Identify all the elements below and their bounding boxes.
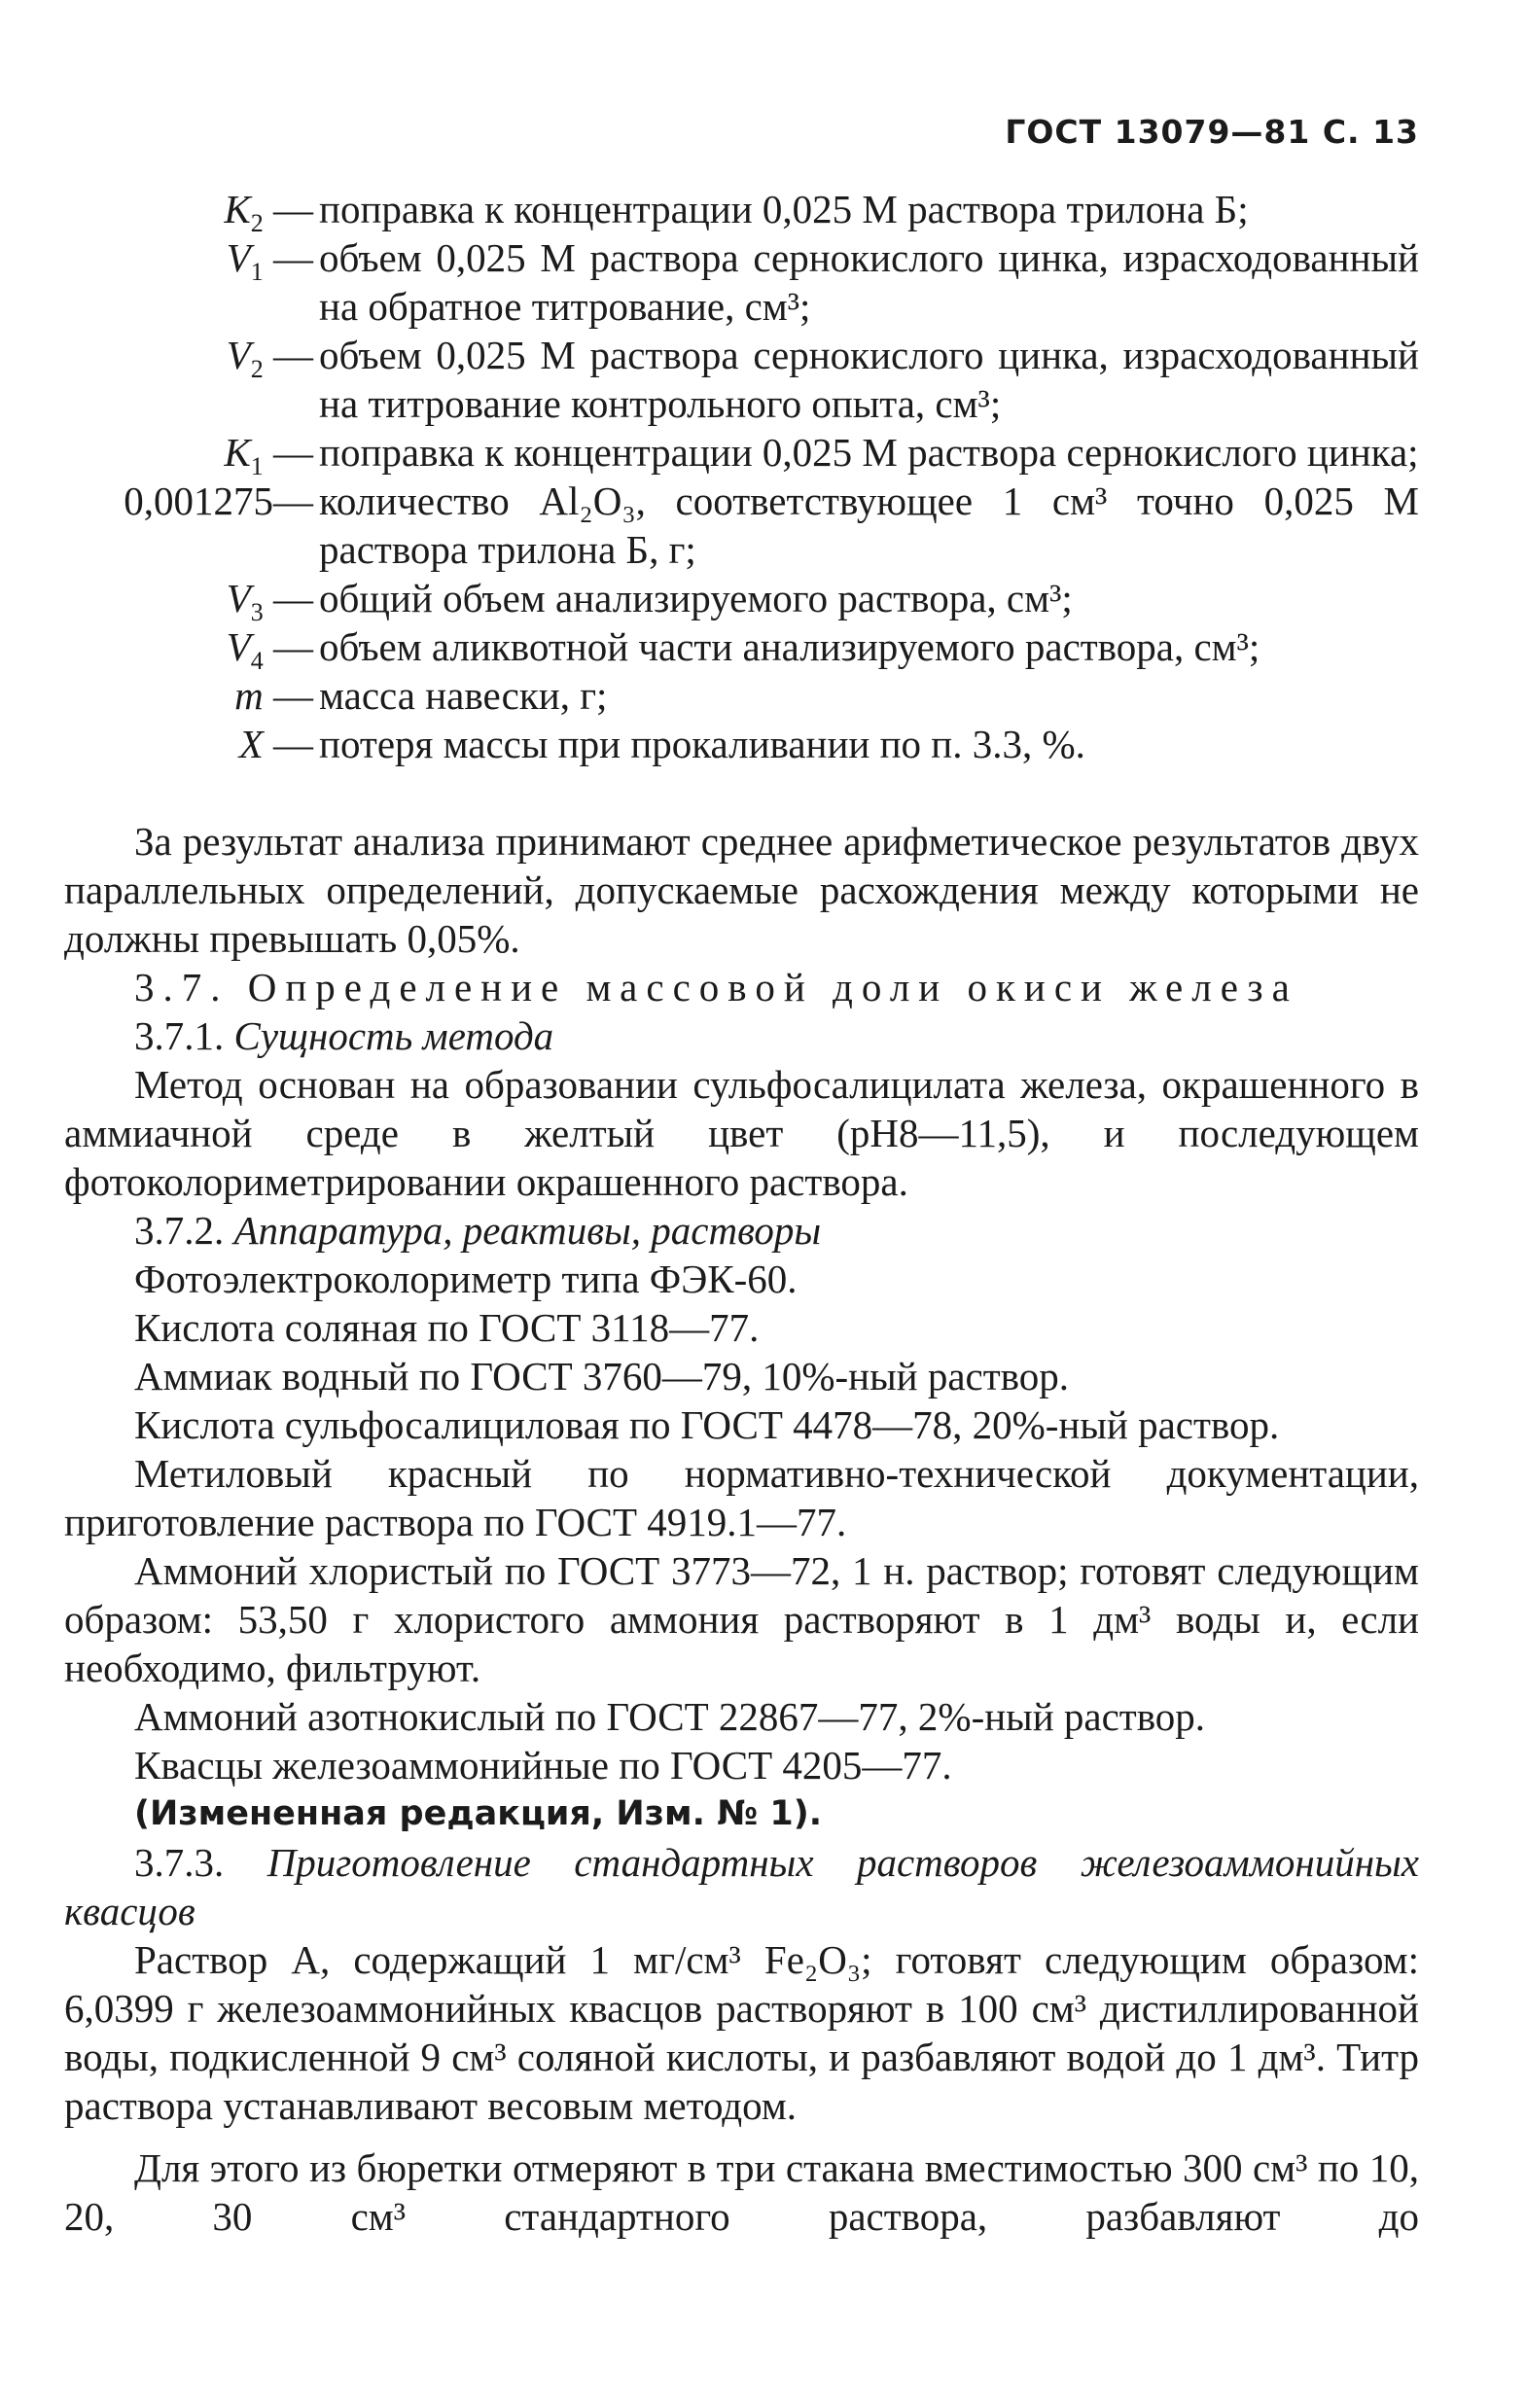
reagent-ammonium-chloride: Аммоний хлористый по ГОСТ 3773—72, 1 н. раствор; готовят следующим образом: 53,50 г хлористого аммония растворяют в 1 дм³ воды и, если необходимо, фильтруют. bbox=[64, 1548, 1419, 1690]
symbol: $V_1$ — bbox=[226, 235, 313, 287]
definition-text: поправка к концентрации 0,025 М раствора трилона Б; bbox=[319, 187, 1249, 231]
symbol: $K_2$ — bbox=[224, 187, 313, 238]
definition-text: количество Al₂O₃, соответствующее 1 см³ точно 0,025 М раствора трилона Б, г; bbox=[319, 478, 1419, 572]
paragraph-burette: Для этого из бюретки отмеряют в три стакана вместимостью 300 см³ по 10, 20, 30 см³ стандартного раствора, разбавляют до bbox=[64, 2145, 1419, 2239]
paragraph-solution-a: Раствор А, содержащий 1 мг/см³ Fe₂O₃; готовят следующим образом: 6,0399 г железоаммонийных квасцов растворяют в 100 см³ дистиллированной воды, подкисленной 9 см³ соляной кислоты, и разбавляют водой до 1 дм³. Титр раствора устанавливают весовым методом. bbox=[64, 1937, 1419, 2128]
paragraph-method: Метод основан на образовании сульфосалицилата железа, окрашенного в аммиачной среде в желтый цвет (рН8—11,5), и последующем фотоколориметрировании окрашенного раствора. bbox=[64, 1062, 1419, 1204]
symbol: $V_4$ — bbox=[226, 624, 313, 676]
symbol-definitions bbox=[64, 185, 1419, 768]
reagent-iron-alum: Квасцы железоаммонийные по ГОСТ 4205—77. bbox=[134, 1743, 952, 1788]
definition-v4 bbox=[64, 622, 1419, 676]
subsection-3-7-1: 3.7.1. Сущность метода bbox=[134, 1013, 554, 1058]
definition-coefficient bbox=[64, 477, 1419, 574]
definition-k2 bbox=[64, 185, 1419, 238]
main-text bbox=[64, 817, 1419, 2241]
subsection-3-7-3: 3.7.3. Приготовление стандартных растворов железоаммонийных квасцов bbox=[64, 1840, 1420, 1933]
definition-text: объем 0,025 М раствора сернокислого цинка, израсходованный на титрование контрольного опыта, см³; bbox=[319, 333, 1419, 426]
symbol: $V_3$ — bbox=[226, 576, 313, 627]
subsection-3-7-2: 3.7.2. Аппаратура, реактивы, растворы bbox=[134, 1208, 822, 1253]
definition-text: масса навески, г; bbox=[319, 673, 608, 718]
section-heading-3-7: 3.7. Определение массовой доли окиси железа bbox=[134, 965, 1298, 1009]
definition-v2 bbox=[64, 331, 1419, 428]
definition-k1 bbox=[64, 428, 1419, 481]
amendment-note: (Измененная редакция, Изм. № 1). bbox=[134, 1794, 823, 1833]
reagent-photocolorimeter: Фотоэлектроколориметр типа ФЭК-60. bbox=[134, 1257, 798, 1301]
definition-text: объем аликвотной части анализируемого раствора, см³; bbox=[319, 624, 1260, 669]
symbol: X — bbox=[238, 722, 313, 766]
reagent-sulfosalicylic-acid: Кислота сульфосалициловая по ГОСТ 4478—78, 20%-ный раствор. bbox=[134, 1402, 1280, 1447]
definition-text: потеря массы при прокаливании по п. 3.3, %. bbox=[319, 722, 1085, 766]
definition-x bbox=[64, 720, 1419, 768]
definition-text: объем 0,025 М раствора сернокислого цинка, израсходованный на обратное титрование, см³; bbox=[319, 235, 1419, 329]
reagent-ammonium-nitrate: Аммоний азотнокислый по ГОСТ 22867—77, 2%-ный раствор. bbox=[134, 1694, 1206, 1739]
symbol: $V_2$ — bbox=[226, 333, 313, 384]
reagent-ammonia: Аммиак водный по ГОСТ 3760—79, 10%-ный раствор. bbox=[134, 1354, 1069, 1399]
symbol: m — bbox=[234, 673, 313, 718]
definition-text: общий объем анализируемого раствора, см³; bbox=[319, 576, 1073, 620]
symbol: 0,001275— bbox=[124, 478, 313, 523]
symbol: $K_1$ — bbox=[224, 430, 313, 481]
page-header: ГОСТ 13079—81 С. 13 bbox=[1005, 113, 1419, 151]
definition-v1 bbox=[64, 233, 1419, 331]
definition-text: поправка к концентрации 0,025 М раствора сернокислого цинка; bbox=[319, 430, 1419, 475]
reagent-hydrochloric-acid: Кислота соляная по ГОСТ 3118—77. bbox=[134, 1305, 760, 1350]
definition-m bbox=[64, 671, 1419, 720]
reagent-methyl-red: Метиловый красный по нормативно-технической документации, приготовление раствора по ГОСТ 4919.1—77. bbox=[64, 1451, 1419, 1544]
paragraph-gap bbox=[64, 2130, 1419, 2143]
definition-v3 bbox=[64, 574, 1419, 627]
paragraph-result: За результат анализа принимают среднее арифметическое результатов двух параллельных определений, допускаемые расхождения между которыми не должны превышать 0,05%. bbox=[64, 819, 1419, 961]
